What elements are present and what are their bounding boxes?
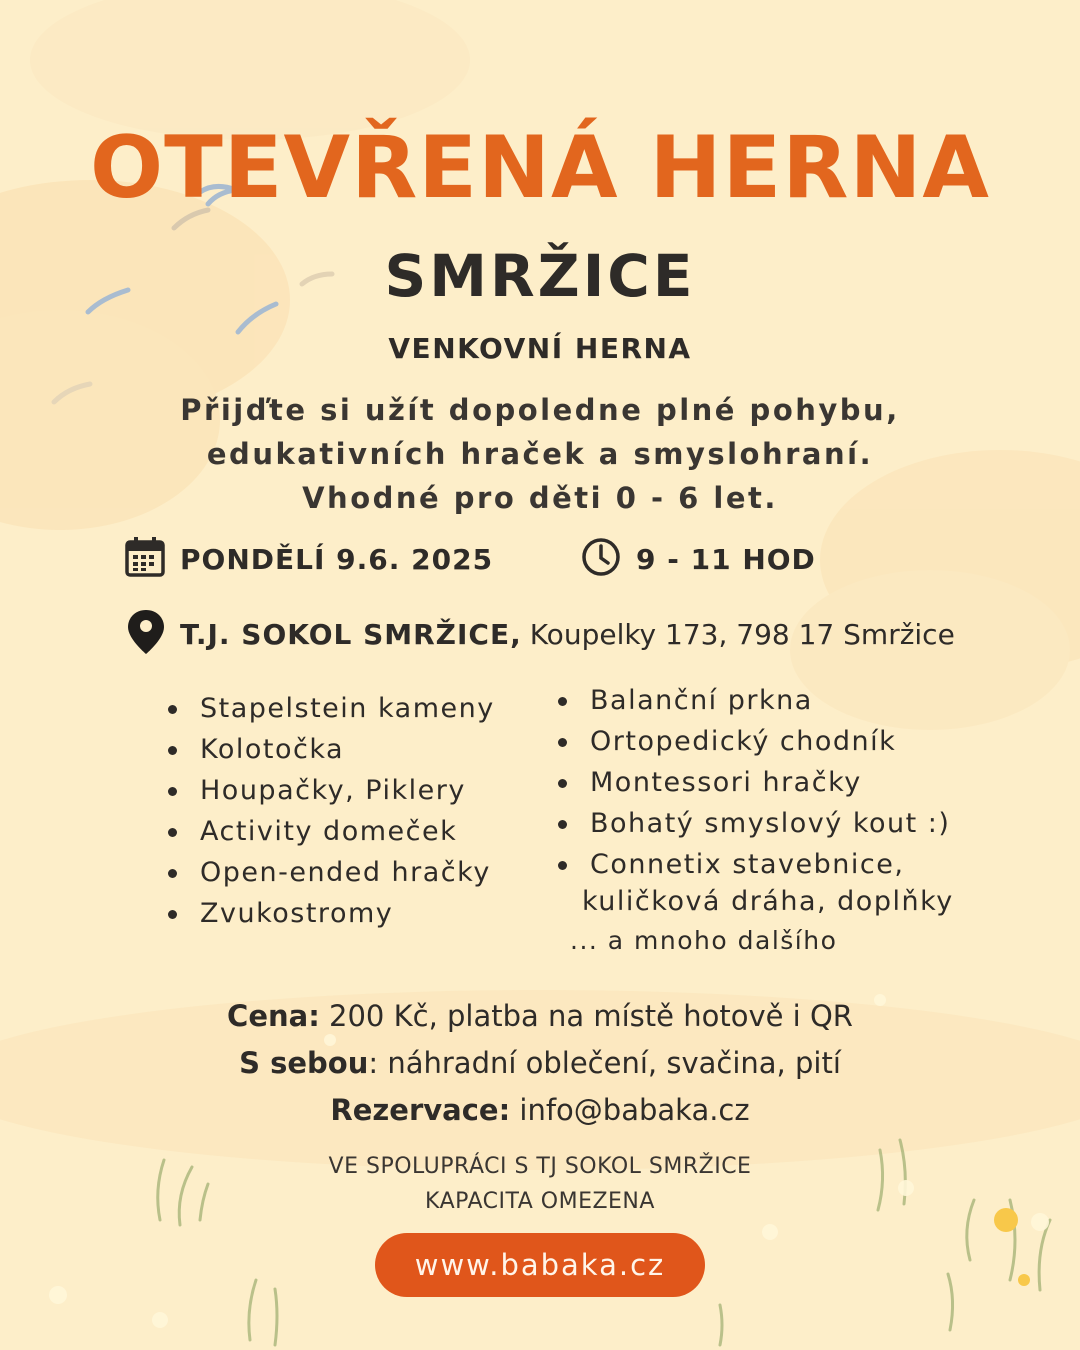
list-item: Bohatý smyslový kout :) (556, 803, 950, 844)
list-item: Open-ended hračky (166, 852, 495, 893)
list-item: Balanční prkna (556, 680, 950, 721)
bring-line (0, 1040, 1080, 1087)
list-item: Montessori hračky (556, 762, 950, 803)
event-type: VENKOVNÍ HERNA (388, 332, 692, 365)
location-pin-icon (126, 608, 166, 660)
intro-line: Přijďte si užít dopoledne plné pohybu, (180, 393, 900, 427)
cooperation-note: VE SPOLUPRÁCI S TJ SOKOL SMRŽICE (328, 1154, 752, 1179)
price-value: 200 Kč, platba na místě hotově i QR (319, 999, 853, 1033)
page-title: OTEVŘENÁ HERNA (90, 118, 990, 218)
date-text: PONDĚLÍ 9.6. 2025 (180, 542, 494, 576)
page-subtitle: SMRŽICE (384, 242, 696, 310)
list-item: Stapelstein kameny (166, 688, 495, 729)
list-item: Ortopedický chodník (556, 721, 950, 762)
activities-list-right (556, 680, 950, 885)
time-text: 9 - 11 HOD (636, 542, 816, 576)
activities-list-left (166, 688, 495, 934)
reservation-email[interactable]: info@babaka.cz (510, 1093, 750, 1127)
list-item: Zvukostromy (166, 893, 495, 934)
event-place (126, 608, 955, 660)
bring-value: : náhradní oblečení, svačina, pití (368, 1046, 841, 1080)
list-item: Kolotočka (166, 729, 495, 770)
reservation-line (0, 1087, 1080, 1134)
list-item: Activity domeček (166, 811, 495, 852)
clock-icon (580, 536, 622, 582)
place-address: Koupelky 173, 798 17 Smržice (529, 617, 955, 651)
price-label: Cena: (227, 999, 320, 1033)
price-line (0, 993, 1080, 1040)
list-item: Connetix stavebnice, (556, 844, 950, 885)
intro-text (0, 388, 1080, 520)
more-activities: ... a mnoho dalšího (570, 926, 838, 955)
calendar-icon (124, 536, 166, 582)
reservation-label: Rezervace: (330, 1093, 511, 1127)
event-date (124, 536, 493, 582)
website-button[interactable]: www.babaka.cz (375, 1233, 705, 1297)
list-item: Houpačky, Piklery (166, 770, 495, 811)
intro-line: edukativních hraček a smyslohraní. (206, 437, 874, 471)
intro-line: Vhodné pro děti 0 - 6 let. (302, 481, 778, 515)
capacity-note: KAPACITA OMEZENA (425, 1189, 655, 1214)
event-time (580, 536, 816, 582)
bring-label: S sebou (239, 1046, 369, 1080)
list-item-continuation: kuličková dráha, doplňky (582, 886, 954, 917)
place-name: T.J. SOKOL SMRŽICE, (180, 617, 522, 651)
